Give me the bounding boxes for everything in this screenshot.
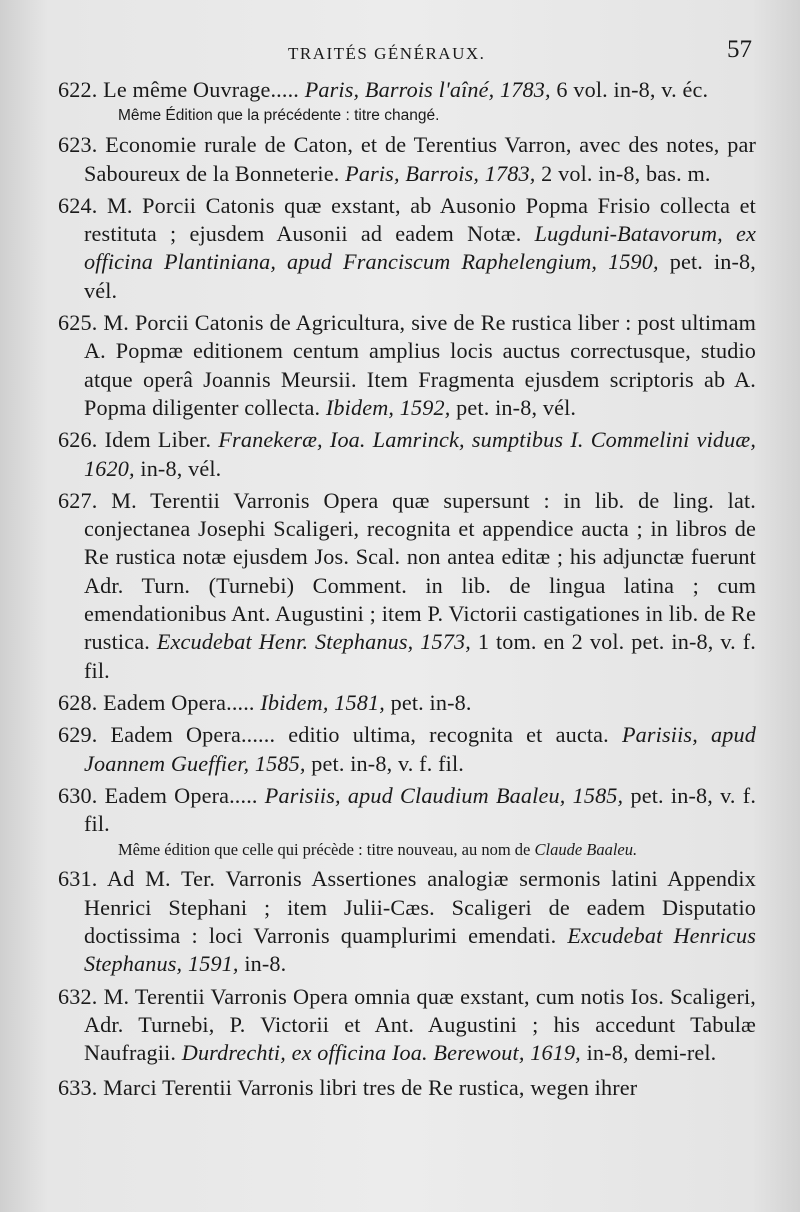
entry-format: in-8. xyxy=(244,951,287,977)
page-number: 57 xyxy=(727,36,752,63)
running-title: TRAITÉS GÉNÉRAUX. xyxy=(288,44,486,63)
catalog-entry xyxy=(58,983,756,1068)
entry-imprint: Paris, Barrois, 1783, xyxy=(345,160,536,186)
entry-text: Le même Ouvrage..... xyxy=(103,77,299,102)
catalog-entry xyxy=(58,487,756,685)
entry-text: Eadem Opera...... editio ultima, recognita et aucta. xyxy=(110,722,609,748)
entry-number: 631. xyxy=(58,866,98,892)
entry-note-italic: Claude Baaleu. xyxy=(534,840,638,860)
entry-text: M. Terentii Varronis Opera omnia quæ exstant, cum notis Ios. Scaligeri, Adr. Turnebi, P. Victorii et Ant. Augustini ; his accedunt Tabulæ Naufragii. xyxy=(84,983,756,1066)
entry-text: Eadem Opera..... xyxy=(103,689,255,715)
entry-imprint: Excudebat Henricus Stephanus, 1591, xyxy=(84,923,756,977)
entry-imprint: Paris, Barrois l'aîné, 1783, xyxy=(304,77,551,102)
entry-number: 633. xyxy=(58,1074,98,1100)
entry-number: 622. xyxy=(58,77,98,102)
entry-imprint: Ibidem, 1592, xyxy=(325,394,451,420)
entry-text: Marci Terentii Varronis libri tres de Re rustica, wegen ihrer xyxy=(103,1074,638,1100)
entry-text: Eadem Opera..... xyxy=(104,782,258,808)
entry-text: M. Terentii Varronis Opera quæ supersunt : in lib. de ling. lat. conjectanea Josephi Scaligeri, recognita et appendice aucta ; in libros de Re rustica notæ ejusdem Jos. Scal. non antea editæ ; his adjunctæ fuerunt Adr. Turn. (Turnebi) Comment. in lib. de lingua latina ; cum emendationibus Ant. Augustini ; item P. Victorii castigationes in lib. de Re rustica. xyxy=(84,487,756,655)
entry-format: pet. in-8, v. f. fil. xyxy=(311,750,464,776)
entry-number: 628. xyxy=(58,689,98,715)
entry-imprint: Parisiis, apud Claudium Baaleu, 1585, xyxy=(264,782,624,808)
entry-text: Economie rurale de Caton, et de Terentius Varron, avec des notes, par Saboureux de la Bonneterie. xyxy=(84,132,756,186)
entry-note-text: Même édition que celle qui précède : titre nouveau, au nom de xyxy=(118,840,531,860)
entry-format: pet. in-8, vél. xyxy=(84,249,756,303)
entry-number: 624. xyxy=(58,192,98,218)
catalog-entry xyxy=(58,192,756,305)
catalog-entry xyxy=(58,76,756,104)
entry-number: 627. xyxy=(58,487,98,513)
catalog-entry xyxy=(58,721,756,778)
catalog-entry xyxy=(58,782,756,839)
catalog-entry xyxy=(58,426,756,483)
entry-format: pet. in-8, v. f. fil. xyxy=(84,782,757,837)
entry-number: 630. xyxy=(58,782,98,808)
entry-note xyxy=(58,840,756,859)
entry-format: 1 tom. en 2 vol. pet. in-8, v. f. fil. xyxy=(84,629,756,683)
entry-format: 6 vol. in-8, v. éc. xyxy=(556,77,709,102)
catalog-entry xyxy=(58,1074,756,1102)
entry-text: Ad M. Ter. Varronis Assertiones analogiæ sermonis latini Appendix Henrici Stephani ; item Julii-Cæs. Scaligeri de eadem Disputatio doctissima : loci Varronis quamplurimi emendati. xyxy=(84,866,756,949)
entry-imprint: Durdrechti, ex officina Ioa. Berewout, 1619, xyxy=(181,1040,581,1066)
entry-format: in-8, vél. xyxy=(140,455,222,481)
entry-text: Idem Liber. xyxy=(104,427,212,453)
entry-imprint: Excudebat Henr. Stephanus, 1573, xyxy=(156,629,471,655)
running-head xyxy=(58,34,756,76)
entry-format: pet. in-8. xyxy=(390,689,472,715)
entry-text: M. Porcii Catonis quæ exstant, ab Ausonio Popma Frisio collecta et restituta ; ejusdem Ausonii ad eadem Notæ. xyxy=(84,192,756,247)
entry-imprint: Lugduni-Batavorum, ex officina Plantiniana, apud Franciscum Raphelengium, 1590, xyxy=(84,221,756,275)
entry-imprint: Ibidem, 1581, xyxy=(260,689,385,715)
entry-format: in-8, demi-rel. xyxy=(586,1040,717,1066)
catalog-entry xyxy=(58,309,756,422)
entry-format: 2 vol. in-8, bas. m. xyxy=(541,160,711,186)
entry-note: Même Édition que la précédente : titre changé. xyxy=(118,107,440,125)
entry-text: M. Porcii Catonis de Agricultura, sive de Re rustica liber : post ultimam A. Popmæ editionem centum amplius locis auctus correctusque, studio atque operâ Joannis Meursii. Item Fragmenta ejusdem scriptoris ab A. Popma diligenter collecta. xyxy=(84,310,756,420)
entry-number: 623. xyxy=(58,132,98,158)
entry-number: 629. xyxy=(58,722,98,748)
entry-number: 626. xyxy=(58,427,98,453)
entry-number: 632. xyxy=(58,983,98,1009)
entry-imprint: Parisiis, apud Joannem Gueffier, 1585, xyxy=(84,722,756,776)
catalog-entry xyxy=(58,865,756,978)
entry-imprint: Franekeræ, Ioa. Lamrinck, sumptibus I. Commelini viduæ, 1620, xyxy=(84,427,757,481)
entry-format: pet. in-8, vél. xyxy=(456,394,577,420)
catalog-entry xyxy=(58,131,756,188)
entry-number: 625. xyxy=(58,310,98,336)
catalog-entry xyxy=(58,689,756,717)
